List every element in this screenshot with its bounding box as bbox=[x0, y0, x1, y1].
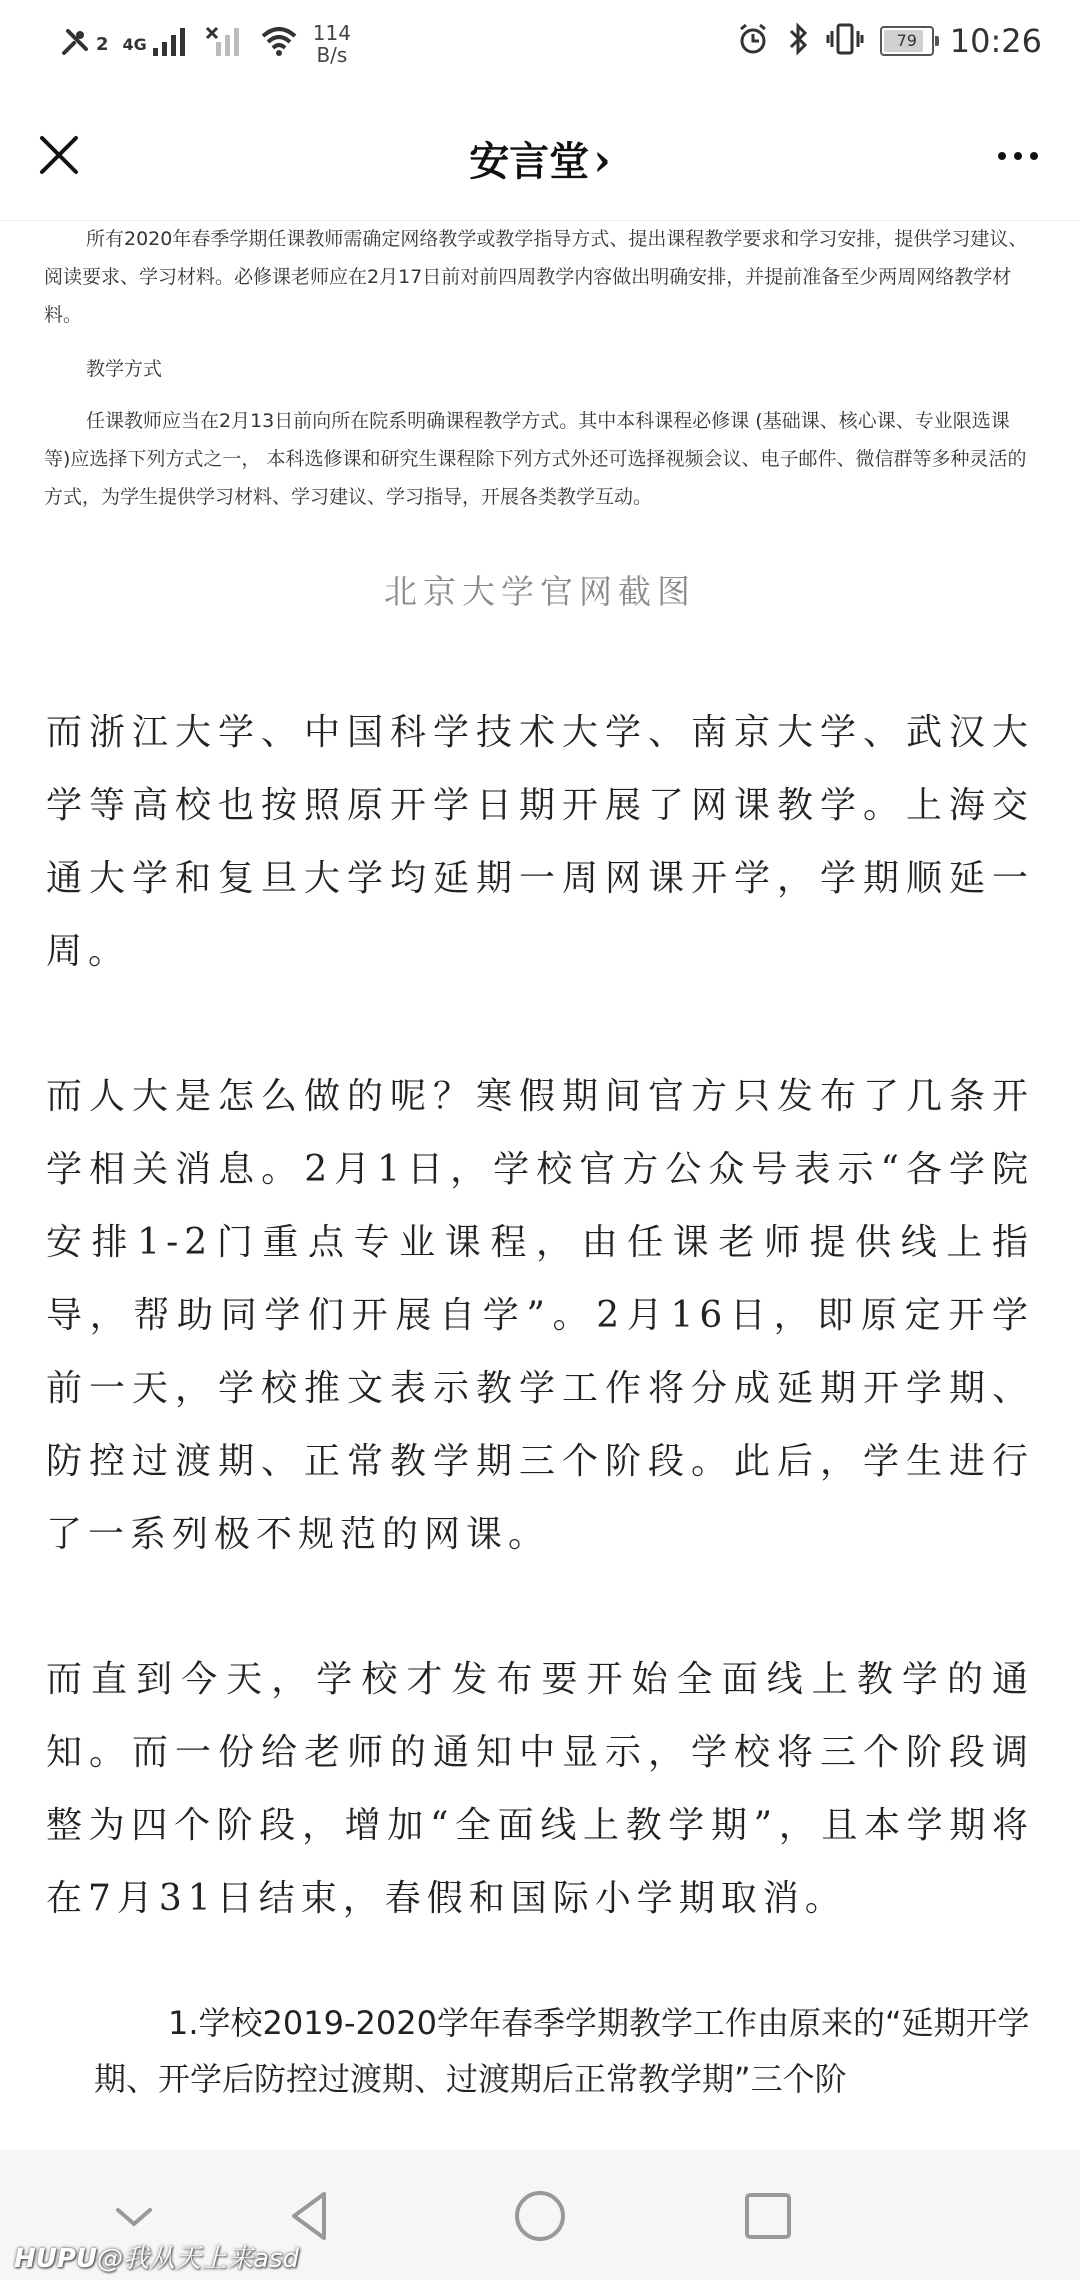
net-speed bbox=[313, 22, 351, 66]
status-left bbox=[58, 22, 351, 66]
status-bar bbox=[0, 0, 1080, 92]
home-button[interactable] bbox=[510, 2186, 570, 2246]
embedded-heading: 教学方式 bbox=[86, 358, 163, 380]
chevron-down-icon bbox=[104, 2186, 164, 2246]
page-title[interactable] bbox=[0, 130, 1080, 187]
vibrate-icon bbox=[826, 22, 864, 60]
sim-badge: 2 bbox=[96, 33, 109, 55]
battery-level: 79 bbox=[896, 31, 917, 50]
article-paragraph: 而人大是怎么做的呢？寒假期间官方只发布了几条开学相关消息。2月1日，学校官方公众号表示“各学院安排1-2门重点专业课程，由任课老师提供线上指导，帮助同学们开展自学”。2月16日，即原定开学前一天，学校推文表示教学工作将分成延期开学期、防控过渡期、正常教学期三个阶段。此后，学生进行了一系列极不规范的网课。 bbox=[46, 1076, 1034, 1555]
back-triangle-icon bbox=[280, 2186, 340, 2246]
battery-indicator bbox=[880, 26, 934, 56]
article-body bbox=[46, 696, 1034, 2107]
watermark-user: @我从天上来asd bbox=[97, 2244, 300, 2274]
network-type: 4G bbox=[122, 34, 147, 54]
embedded-screenshot bbox=[44, 220, 1036, 532]
net-speed-unit: B/s bbox=[316, 43, 348, 67]
wifi-icon bbox=[259, 26, 299, 62]
recents-square-icon bbox=[738, 2186, 798, 2246]
embedded-paragraph: 任课教师应当在2月13日前向所在院系明确课程教学方式。其中本科课程必修课 (基础课、核心课、专业限选课等)应选择下列方式之一， 本科选修课和研究生课程除下列方式外还可选择视频会议、电子邮件、微信群等多种灵活的方式，为学生提供学习材料、学习建议、学习指导，开展各类教学互动。 bbox=[44, 410, 1027, 508]
watermark bbox=[14, 2238, 299, 2275]
clock: 10:26 bbox=[949, 22, 1042, 60]
alarm-icon bbox=[736, 22, 770, 60]
recents-button[interactable] bbox=[738, 2186, 798, 2246]
quoted-notice: 1.学校2019-2020学年春季学期教学工作由原来的“延期开学期、开学后防控过渡期、过渡期后正常教学期”三个阶 bbox=[94, 2004, 1030, 2098]
more-dot-icon bbox=[1014, 152, 1022, 160]
home-circle-icon bbox=[510, 2186, 570, 2246]
more-options-button[interactable] bbox=[986, 132, 1050, 180]
status-right bbox=[736, 22, 1042, 60]
article-paragraph: 而浙江大学、中国科学技术大学、南京大学、武汉大学等高校也按照原开学日期开展了网课教学。上海交通大学和复旦大学均延期一周网课开学，学期顺延一周。 bbox=[46, 712, 1034, 972]
signal-empty-icon bbox=[205, 26, 245, 62]
embedded-paragraph: 所有2020年春季学期任课教师需确定网络教学或教学指导方式、提出课程教学要求和学习安排，提供学习建议、阅读要求、学习材料。必修课老师应在2月17日前对前四周教学内容做出明确安排，并提前准备至少两周网络教学材料。 bbox=[44, 228, 1028, 326]
watermark-brand: HUPU bbox=[14, 2244, 98, 2274]
chevron-right-icon: › bbox=[593, 135, 611, 186]
back-button[interactable] bbox=[280, 2186, 340, 2246]
no-signal-icon bbox=[58, 25, 92, 63]
title-bar bbox=[0, 92, 1080, 221]
account-name[interactable]: 安言堂 bbox=[469, 138, 590, 185]
article-paragraph: 而直到今天，学校才发布要开始全面线上教学的通知。而一份给老师的通知中显示，学校将三个阶段调整为四个阶段，增加“全面线上教学期”，且本学期将在7月31日结束，春假和国际小学期取消。 bbox=[46, 1659, 1034, 1919]
image-caption: 北京大学官网截图 bbox=[384, 572, 696, 611]
more-dot-icon bbox=[998, 152, 1006, 160]
net-speed-value: 114 bbox=[312, 21, 351, 45]
bluetooth-icon bbox=[786, 22, 810, 60]
collapse-button[interactable] bbox=[104, 2186, 164, 2246]
signal-icon bbox=[151, 26, 191, 62]
more-dot-icon bbox=[1030, 152, 1038, 160]
